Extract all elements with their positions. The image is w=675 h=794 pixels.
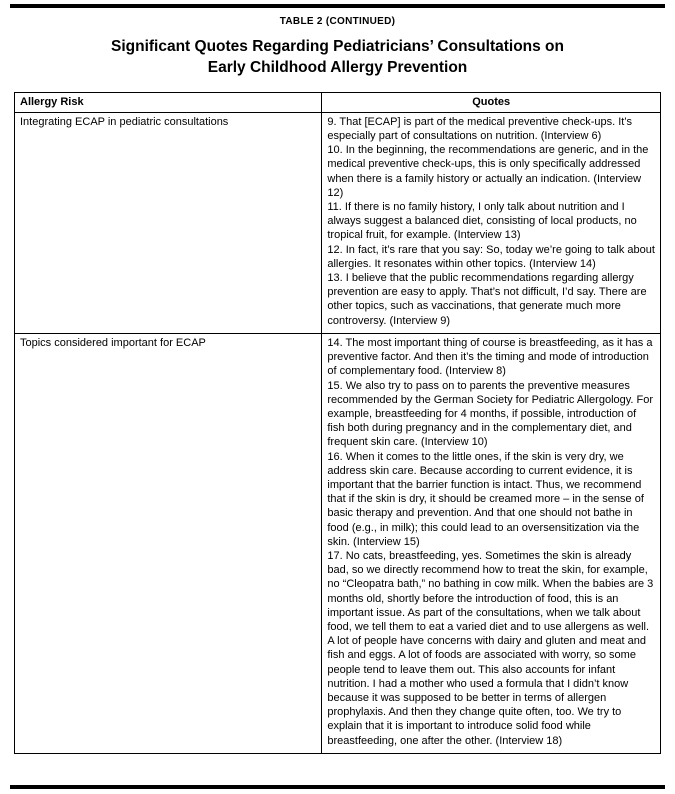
quote-text: 11. If there is no family history, I only talk about nutrition and I always suggest a balanced diet, consisting of local products, no tropical fruit, for example. (Interview 13) — [327, 201, 637, 242]
table-title-line1: Significant Quotes Regarding Pediatricians’ Consultations on — [110, 38, 564, 55]
quote-text: 9. That [ECAP] is part of the medical preventive check-ups. It’s especially part of consultations on nutrition. (Interview 6) — [327, 115, 633, 143]
table-header-row — [15, 92, 661, 112]
bottom-rule — [10, 785, 665, 789]
risk-cell-topics-important: Topics considered important for ECAP — [15, 333, 322, 753]
quote-text: 12. In fact, it’s rare that you say: So, today we’re going to talk about allergies. It resonates within other topics. (Interview 14) — [327, 243, 655, 270]
header-allergy-risk: Allergy Risk — [15, 92, 322, 112]
quote-text: 17. No cats, breastfeeding, yes. Sometimes the skin is already bad, so we directly recommend how to treat the skin, for example, no “Cleopatra bath,” no bathing in cow milk. When the babies are 3 months old, shortly before the introduction of food, this is an important issue. As part of the consultations, when we talk about food, we tell them to eat a varied diet and to use allergens as well. A lot of people have concerns with dairy and gluten and meat and fish and eggs. A lot of foods are associated with worry, so some people tend to leave them out. This also accounts for infant nutrition. I had a mother who used a formula that I didn’t know because it was supposed to be better in terms of allergen prophylaxis. And then they change quite often, too. We try to explain that it is important to introduce solid food while breastfeeding, one after the other. (Interview 18) — [327, 549, 654, 747]
quotes-cell-topics-important — [322, 333, 661, 753]
quote-text: 16. When it comes to the little ones, if the skin is very dry, we address skin care. Because according to current evidence, it is important that the barrier function is intact. Thus, we recommend that if the skin is dry, it should be creamed more – in the sense of basic therapy and prevention. And that one should not bathe in food (e.g., in milk); this could lead to an oversensitization via the skin. (Interview 15) — [327, 450, 644, 548]
table-continued-label: TABLE 2 (CONTINUED) — [279, 16, 396, 27]
quote-text: 14. The most important thing of course is breastfeeding, as it has a preventive factor. And then it’s the timing and mode of introduction of complementary food. (Interview 8) — [327, 336, 653, 378]
table-row — [15, 112, 661, 333]
top-rule — [10, 4, 665, 8]
table-title-line2: Early Childhood Allergy Prevention — [207, 58, 468, 76]
table-row — [15, 333, 661, 753]
table-title — [39, 37, 636, 79]
quotes-table — [14, 92, 661, 754]
quotes-cell-integrating-ecap — [322, 112, 661, 333]
quote-text: 10. In the beginning, the recommendations are generic, and in the medical preventive check-ups, this is only specifically addressed when there is a family history or actually an indication. (Interview 12) — [327, 144, 649, 199]
quote-text: 15. We also try to pass on to parents the preventive measures recommended by the German Society for Pediatric Allergology. For example, breastfeeding for 4 months, if possible, introduction of fish both during pregnancy and in the complementary diet, and frequent skin care. (Interview 10) — [327, 379, 654, 449]
risk-cell-integrating-ecap: Integrating ECAP in pediatric consultations — [15, 112, 322, 333]
header-quotes: Quotes — [322, 92, 661, 112]
quote-text: 13. I believe that the public recommendations regarding allergy prevention are easy to apply. That’s not difficult, I’d say. There are other topics, such as vaccinations, that generate much more controversy. (Interview 9) — [327, 272, 647, 327]
